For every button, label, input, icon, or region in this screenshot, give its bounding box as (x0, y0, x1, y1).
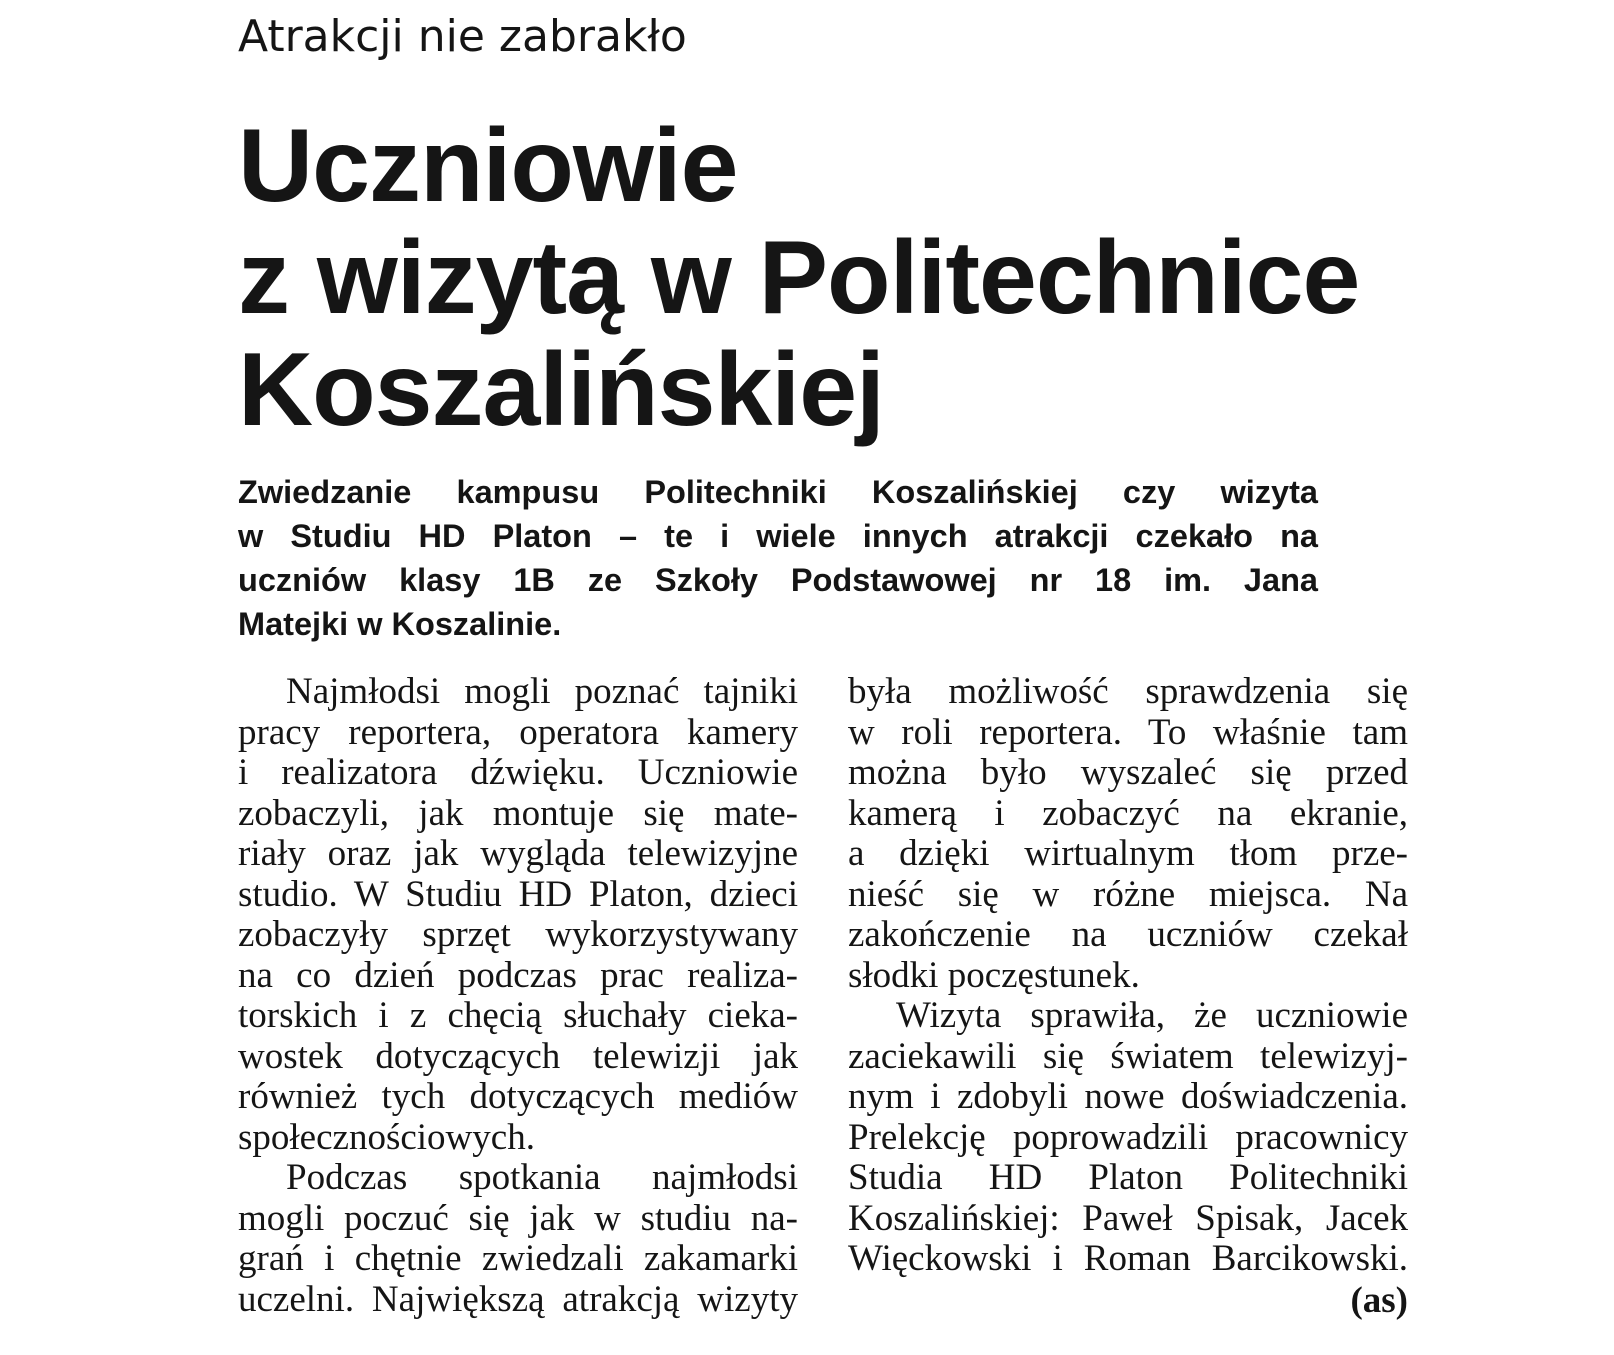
lead-line: w Studiu HD Platon – te i wiele innych atrakcji czekało na (238, 518, 1318, 554)
body-line: nieść się w różne miejsca. Na (848, 873, 1408, 915)
lead-line: uczniów klasy 1B ze Szkoły Podstawowej nr 18 im. Jana (238, 562, 1318, 598)
article-column-left (238, 672, 798, 1320)
body-line: była możliwość sprawdzenia się (848, 671, 1408, 712)
body-line: studio. W Studiu HD Platon, dzieci (238, 873, 798, 915)
body-line: nym i zdobyli nowe doświadczenia. (848, 1076, 1408, 1117)
body-line: uczelni. Największą atrakcją wizyty (238, 1278, 798, 1320)
body-line: zaciekawili się światem telewizyj- (848, 1035, 1408, 1077)
body-line: Podczas spotkania najmłodsi (286, 1157, 798, 1198)
body-line: zobaczyły sprzęt wykorzystywany (238, 914, 798, 955)
body-line: na co dzień podczas prac realiza- (238, 954, 798, 996)
body-line: mogli poczuć się jak w studiu na- (238, 1197, 798, 1239)
article-headline (238, 110, 1538, 446)
body-line: społecznościowych. (238, 1116, 535, 1158)
body-line: można było wyszaleć się przed (848, 752, 1408, 793)
article-column-right (848, 672, 1408, 1280)
headline-line: Koszalińskiej (238, 332, 884, 448)
body-line: grań i chętnie zwiedzali zakamarki (238, 1238, 798, 1279)
body-line: Prelekcję poprowadzili pracownicy (848, 1116, 1408, 1158)
body-line: riały oraz jak wygląda telewizyjne (238, 833, 798, 874)
body-line: w roli reportera. To właśnie tam (848, 711, 1408, 753)
body-line: Więckowski i Roman Barcikowski. (848, 1238, 1408, 1279)
body-line: Studia HD Platon Politechniki (848, 1157, 1408, 1198)
body-line: a dzięki wirtualnym tłom prze- (848, 833, 1408, 874)
body-line: pracy reportera, operatora kamery (238, 711, 798, 753)
article-byline: (as) (1350, 1280, 1408, 1321)
body-line: słodki poczęstunek. (848, 954, 1140, 996)
body-line: Wizyta sprawiła, że uczniowie (896, 995, 1408, 1036)
body-line: zobaczyli, jak montuje się mate- (238, 792, 798, 834)
article-kicker: Atrakcji nie zabrakło (238, 11, 687, 62)
body-line: Najmłodsi mogli poznać tajniki (286, 671, 798, 712)
body-line: torskich i z chęcią słuchały cieka- (238, 995, 798, 1036)
headline-line: z wizytą w Politechnice (238, 220, 1360, 336)
headline-line: Uczniowie (238, 108, 738, 224)
body-line: również tych dotyczących mediów (238, 1076, 798, 1117)
body-line: Koszalińskiej: Paweł Spisak, Jacek (848, 1197, 1408, 1239)
body-line: i realizatora dźwięku. Uczniowie (238, 752, 798, 793)
body-line: wostek dotyczących telewizji jak (238, 1035, 798, 1077)
lead-line: Zwiedzanie kampusu Politechniki Koszalińskiej czy wizyta (238, 474, 1318, 510)
lead-line: Matejki w Koszalinie. (238, 606, 562, 642)
body-line: kamerą i zobaczyć na ekranie, (848, 792, 1408, 834)
body-line: zakończenie na uczniów czekał (848, 914, 1408, 955)
article-lead (238, 470, 1318, 646)
